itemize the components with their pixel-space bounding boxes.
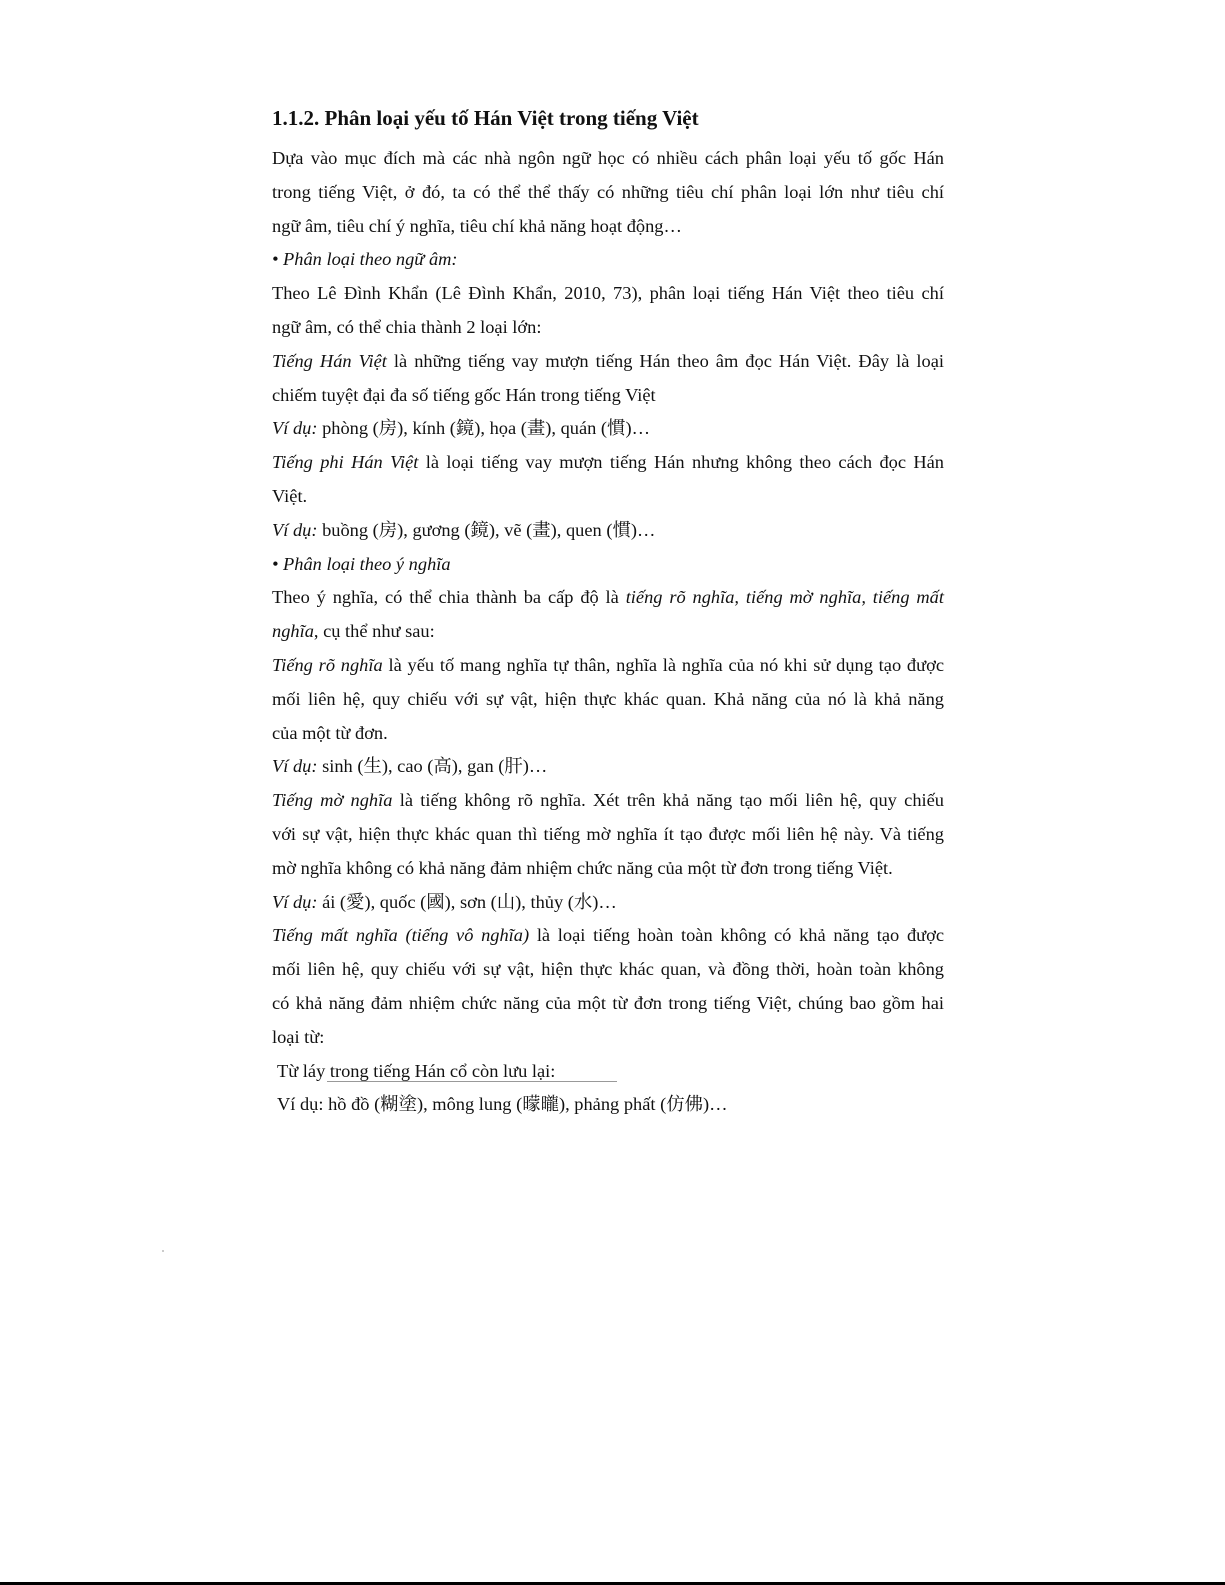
example-line bbox=[272, 514, 944, 548]
example-label: Ví dụ: bbox=[272, 418, 318, 439]
text-line: chiếm tuyệt đại đa số tiếng gốc Hán trong tiếng Việt bbox=[272, 384, 656, 405]
scan-speck bbox=[162, 1250, 164, 1252]
paragraph-phi-han-viet bbox=[272, 446, 944, 514]
paragraph-ro-nghia bbox=[272, 649, 944, 750]
text-line: Tiếng rõ nghĩa là yếu tố mang nghĩa tự thân, nghĩa là nghĩa của nó khi sử dụng tạo được bbox=[272, 654, 944, 675]
example-text: phòng (房), kính (鏡), họa (畫), quán (慣)… bbox=[317, 418, 650, 439]
text-line: với sự vật, hiện thực khác quan thì tiếng mờ nghĩa ít tạo được mối liên hệ này. Và tiếng bbox=[272, 823, 944, 844]
text-line: Tiếng Hán Việt là những tiếng vay mượn tiếng Hán theo âm đọc Hán Việt. Đây là loại bbox=[272, 350, 944, 371]
bullet-meaning: • Phân loại theo ý nghĩa bbox=[272, 553, 451, 574]
text-line: Tiếng mất nghĩa (tiếng vô nghĩa) là loại tiếng hoàn toàn không có khả năng tạo được bbox=[272, 925, 944, 946]
text-line: mối liên hệ, quy chiếu với sự vật, hiện thực khác quan, và đồng thời, hoàn toàn không bbox=[272, 959, 944, 980]
term: Tiếng rõ nghĩa bbox=[272, 654, 383, 675]
text-line: trong tiếng Việt, ở đó, ta có thể thể thấy có những tiêu chí phân loại lớn như tiêu chí bbox=[272, 181, 944, 202]
example-text: buồng (房), gương (鏡), vẽ (畫), quen (慣)… bbox=[317, 519, 656, 540]
paragraph-mat-nghia bbox=[272, 919, 944, 1054]
term: Tiếng Hán Việt bbox=[272, 350, 387, 371]
sub-item-example: Ví dụ: hồ đồ (糊塗), mông lung (曚曨), phảng phất (仿佛)… bbox=[277, 1094, 728, 1115]
text-line: có khả năng đảm nhiệm chức năng của một từ đơn trong tiếng Việt, chúng bao gồm hai bbox=[272, 992, 944, 1013]
text-line: Theo ý nghĩa, có thể chia thành ba cấp độ là tiếng rõ nghĩa, tiếng mờ nghĩa, tiếng mất bbox=[272, 587, 944, 608]
example-line bbox=[272, 886, 944, 920]
term: Tiếng mờ nghĩa bbox=[272, 790, 393, 811]
paragraph-intro bbox=[272, 142, 944, 243]
text-line: ngữ âm, tiêu chí ý nghĩa, tiêu chí khả năng hoạt động… bbox=[272, 215, 682, 236]
text-line: nghĩa, cụ thể như sau: bbox=[272, 621, 435, 642]
text-line: mối liên hệ, quy chiếu với sự vật, hiện thực khác quan. Khả năng của nó là khả năng bbox=[272, 688, 944, 709]
example-label: Ví dụ: bbox=[272, 519, 318, 540]
example-label: Ví dụ: bbox=[272, 891, 318, 912]
text-line: Theo Lê Đình Khẩn (Lê Đình Khẩn, 2010, 73), phân loại tiếng Hán Việt theo tiêu chí bbox=[272, 283, 944, 304]
example-label: Ví dụ: bbox=[272, 756, 318, 777]
text-line: loại từ: bbox=[272, 1026, 325, 1047]
example-line bbox=[272, 412, 944, 446]
paragraph-meaning-levels bbox=[272, 581, 944, 649]
document-body bbox=[272, 100, 944, 1122]
term: Tiếng mất nghĩa (tiếng vô nghĩa) bbox=[272, 925, 530, 946]
bullet-phonetic: • Phân loại theo ngữ âm: bbox=[272, 249, 458, 270]
term: Tiếng phi Hán Việt bbox=[272, 452, 419, 473]
paragraph-mo-nghia bbox=[272, 784, 944, 885]
paragraph-le-dinh-khan bbox=[272, 277, 944, 345]
text-line: Việt. bbox=[272, 485, 308, 506]
text-line: mờ nghĩa không có khả năng đảm nhiệm chức năng của một từ đơn trong tiếng Việt. bbox=[272, 857, 893, 878]
sub-item-reduplicative: Từ láy trong tiếng Hán cổ còn lưu lại: bbox=[272, 1055, 944, 1089]
text-line: của một từ đơn. bbox=[272, 722, 388, 743]
example-line bbox=[272, 750, 944, 784]
section-heading: 1.1.2. Phân loại yếu tố Hán Việt trong tiếng Việt bbox=[272, 106, 699, 130]
paragraph-han-viet bbox=[272, 345, 944, 413]
text-line: Tiếng phi Hán Việt là loại tiếng vay mượn tiếng Hán nhưng không theo cách đọc Hán bbox=[272, 452, 944, 473]
text-line: Dựa vào mục đích mà các nhà ngôn ngữ học có nhiều cách phân loại yếu tố gốc Hán bbox=[272, 148, 944, 168]
example-text: ái (愛), quốc (國), sơn (山), thủy (水)… bbox=[317, 891, 617, 912]
example-text: sinh (生), cao (高), gan (肝)… bbox=[317, 756, 548, 777]
text-line: Tiếng mờ nghĩa là tiếng không rõ nghĩa. Xét trên khả năng tạo mối liên hệ, quy chiếu bbox=[272, 790, 944, 811]
text-line: ngữ âm, có thể chia thành 2 loại lớn: bbox=[272, 316, 542, 337]
